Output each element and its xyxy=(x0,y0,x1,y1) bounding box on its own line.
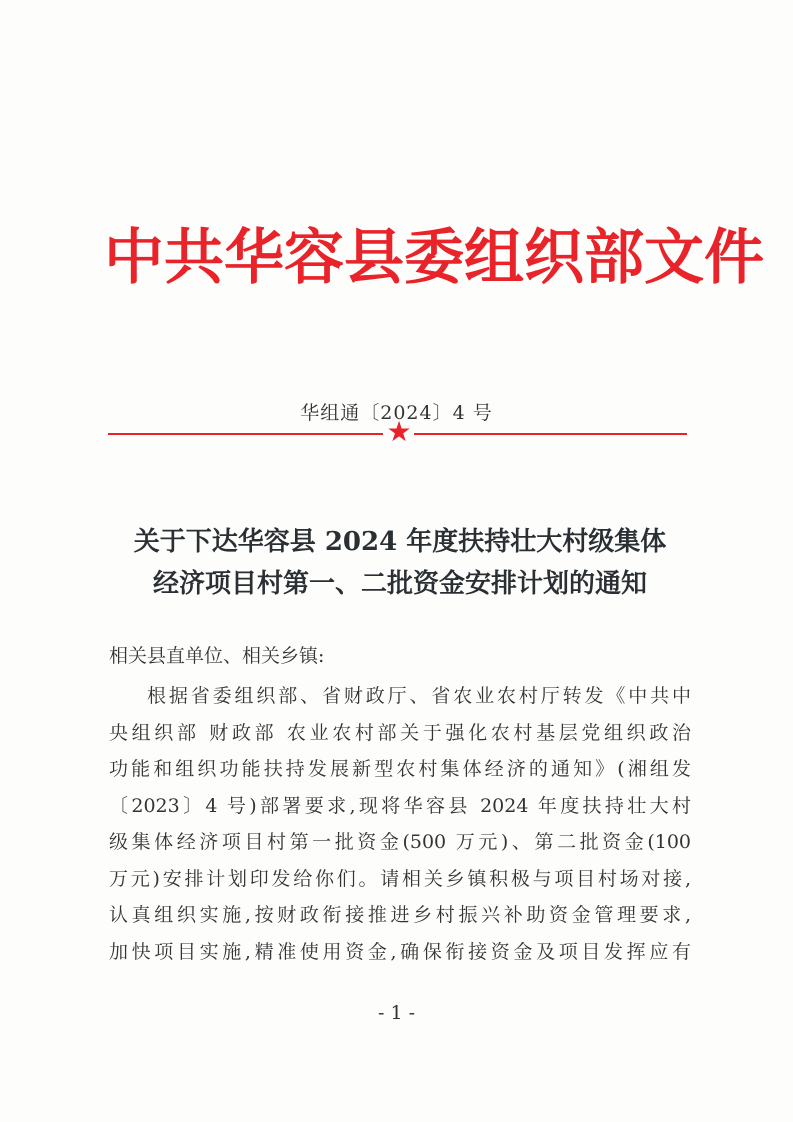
body-line: 根据省委组织部、省财政厅、省农业农村厅转发《中共中 xyxy=(147,685,691,707)
notice-title-line: 经济项目村第一、二批资金安排计划的通知 xyxy=(152,569,647,599)
document-number: 华组通〔2024〕4 号 xyxy=(300,402,493,424)
notice-title-line: 关于下达华容县 2024 年度扶持壮大村级集体 xyxy=(133,527,667,557)
red-divider-right xyxy=(414,433,687,435)
body-line: 加快项目实施,精准使用资金,确保衔接资金及项目发挥应有 xyxy=(109,940,691,963)
page-number: - 1 - xyxy=(377,1002,415,1024)
body-line: 级集体经济项目村第一批资金(500 万元)、第二批资金(100 xyxy=(109,831,691,853)
body-line: 央组织部 财政部 农业农村部关于强化农村基层党组织政治 xyxy=(109,721,691,744)
red-divider-left xyxy=(108,433,383,435)
body-paragraph xyxy=(109,678,691,970)
body-line: 认真组织实施,按财政衔接推进乡村振兴补助资金管理要求, xyxy=(109,904,691,926)
notice-title xyxy=(100,521,700,605)
body-line: 万元)安排计划印发给你们。请相关乡镇积极与项目村场对接, xyxy=(109,867,691,890)
star-icon: ★ xyxy=(386,415,412,448)
addressee: 相关县直单位、相关乡镇: xyxy=(109,645,325,667)
body-line: 功能和组织功能扶持发展新型农村集体经济的通知》(湘组发 xyxy=(109,758,691,780)
document-header-title: 中共华容县委组织部文件 xyxy=(104,223,764,293)
body-line: 〔2023〕4 号)部署要求,现将华容县 2024 年度扶持壮大村 xyxy=(109,794,691,817)
